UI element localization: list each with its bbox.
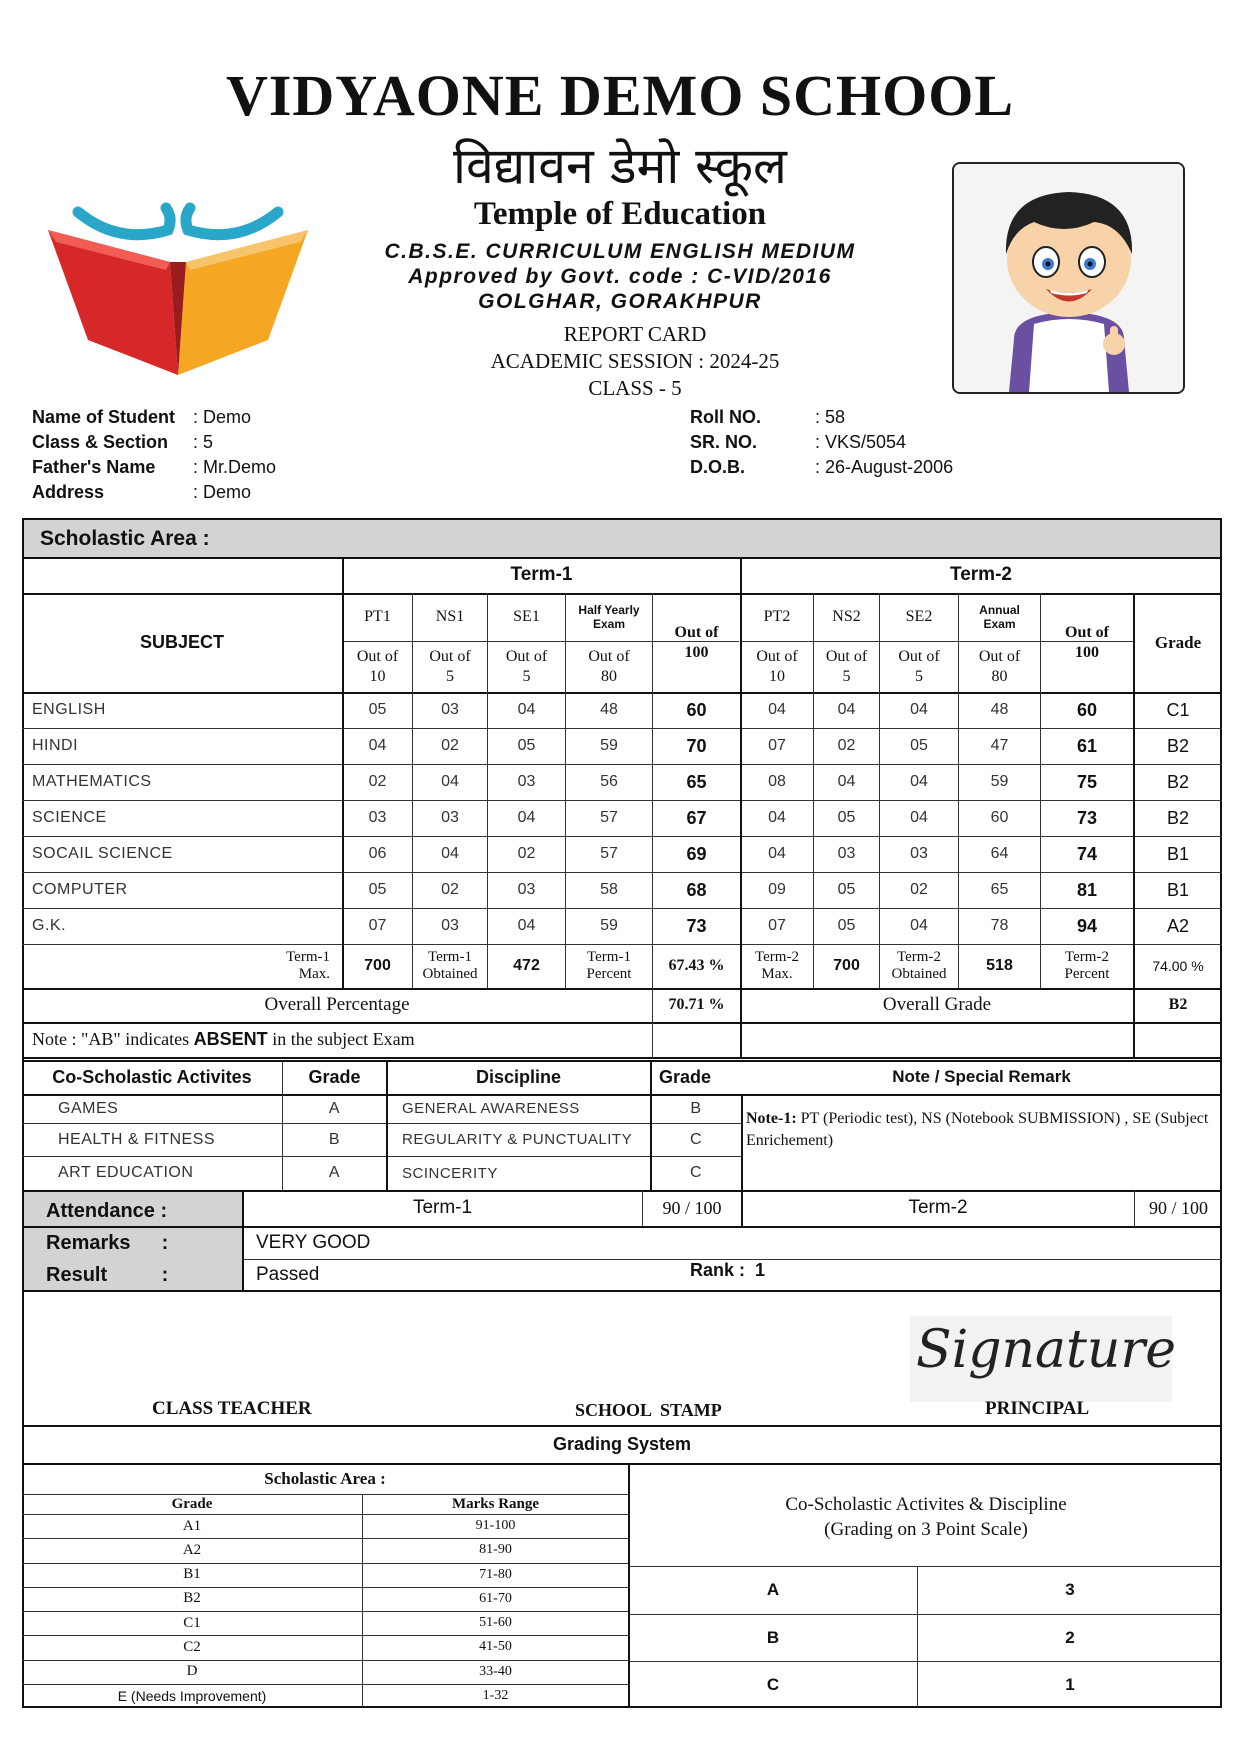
report-title: REPORT CARD	[563, 322, 707, 346]
mark-grade: B2	[1166, 771, 1190, 792]
discipline-grade-header: Grade	[659, 1066, 712, 1087]
subject-name: G.K.	[32, 917, 67, 934]
mark-ns2: 04	[837, 773, 856, 790]
subject-name: ENGLISH	[32, 701, 106, 718]
principal-signature	[910, 1316, 1177, 1402]
annual-max	[959, 641, 1040, 692]
result-colon: :	[161, 1263, 169, 1286]
annual-exam-header	[959, 593, 1040, 641]
mark-se1: 03	[517, 773, 536, 790]
special-remark-note	[746, 1108, 1216, 1152]
mark-annual: 48	[990, 701, 1009, 718]
mark-half: 59	[600, 737, 618, 754]
mark-ns1: 03	[441, 701, 459, 718]
out-of-label: Out of	[429, 647, 471, 665]
co-grade-letter: A	[766, 1580, 780, 1599]
mark-annual: 78	[990, 917, 1009, 934]
mark-ns1: 02	[441, 881, 459, 898]
term2-percent-label-line1: Term-2	[1065, 949, 1109, 965]
out-of-label: Out of	[356, 647, 399, 665]
co-activity-name: GAMES	[58, 1099, 119, 1117]
mark-pt1: 07	[368, 917, 387, 934]
grading-range: 33-40	[479, 1663, 512, 1679]
co-grade-letter: C	[766, 1674, 780, 1694]
max-value: 80	[991, 667, 1008, 685]
out-of-label: Out of	[898, 647, 940, 665]
grading-grade: C2	[183, 1638, 201, 1655]
mark-annual: 59	[990, 773, 1009, 790]
discipline-name: REGULARITY & PUNCTUALITY	[402, 1131, 633, 1148]
se2-header: SE2	[905, 608, 933, 625]
school-logo-book-icon	[48, 190, 308, 380]
school-motto: Temple of Education	[473, 196, 767, 232]
term1-obtained-label	[413, 944, 487, 988]
max-value: 5	[446, 667, 454, 685]
pt1-header: PT1	[364, 608, 391, 625]
mark-pt1: 05	[368, 701, 387, 718]
mark-ns1: 04	[441, 773, 459, 790]
term2-total-header-line2: 100	[1075, 643, 1099, 661]
mark-half: 57	[600, 845, 618, 862]
term2-obtained-label-line1: Term-2	[897, 949, 941, 965]
subject-name: MATHEMATICS	[32, 773, 152, 790]
school-name-hindi: विद्यावन डेमो स्कूल	[453, 137, 787, 195]
ns2-header: NS2	[832, 608, 861, 625]
overall-percentage-value: 70.71 %	[668, 996, 725, 1013]
school-name: VIDYAONE DEMO SCHOOL	[225, 63, 1015, 128]
special-remark-note-bold: Note-1:	[746, 1110, 797, 1127]
discipline-name: GENERAL AWARENESS	[402, 1100, 580, 1117]
half-yearly-max	[566, 641, 652, 692]
father-name-value: : Mr.Demo	[193, 457, 277, 477]
mark-grade: B1	[1166, 879, 1190, 900]
student-cartoon-icon	[954, 164, 1183, 392]
overall-grade-label: Overall Grade	[882, 994, 992, 1015]
term1-percent-label-line2: Percent	[586, 966, 632, 982]
special-remark-header: Note / Special Remark	[892, 1067, 1071, 1086]
mark-ns2: 04	[837, 701, 856, 718]
address-label: Address	[32, 482, 105, 502]
school-stamp-label: SCHOOL STAMP	[575, 1400, 722, 1420]
sr-no-value: : VKS/5054	[815, 432, 907, 452]
absent-note-suffix: in the subject Exam	[267, 1029, 415, 1049]
curriculum-line: C.B.S.E. CURRICULUM ENGLISH MEDIUM	[384, 240, 856, 263]
pt2-header: PT2	[763, 608, 791, 625]
mark-t2: 75	[1076, 771, 1098, 792]
class-teacher-label: CLASS TEACHER	[152, 1398, 312, 1419]
attendance-term1-label: Term-1	[412, 1197, 473, 1218]
grading-range: 81-90	[479, 1542, 512, 1558]
mark-t2: 73	[1076, 807, 1098, 828]
mark-se2: 05	[910, 737, 928, 754]
attendance-label: Attendance :	[46, 1199, 168, 1222]
mark-t2: 61	[1076, 735, 1098, 756]
mark-t1: 70	[686, 735, 707, 756]
term1-obtained-value: 472	[513, 957, 540, 974]
max-value: 80	[601, 667, 617, 685]
mark-t2: 74	[1076, 843, 1098, 864]
co-activity-grade: A	[328, 1164, 341, 1181]
student-name-label: Name of Student	[32, 407, 176, 427]
approval-line: Approved by Govt. code : C-VID/2016	[408, 265, 832, 288]
mark-ns1: 04	[441, 845, 459, 862]
term1-total-header-line1: Out of	[674, 623, 719, 641]
grading-grade: A2	[182, 1541, 202, 1558]
co-activity-grade: A	[328, 1099, 341, 1117]
max-value: 10	[769, 667, 785, 685]
max-value: 5	[522, 667, 531, 685]
grading-grade: E (Needs Improvement)	[117, 1687, 267, 1704]
mark-annual: 65	[990, 881, 1009, 898]
grading-range: 1-32	[482, 1687, 509, 1703]
co-activities-header: Co-Scholastic Activites	[52, 1066, 252, 1087]
mark-t1: 60	[686, 699, 707, 720]
term1-total-header-line2: 100	[684, 643, 709, 661]
max-value: 10	[369, 667, 386, 685]
mark-pt1: 02	[368, 773, 387, 790]
mark-t2: 81	[1076, 879, 1098, 900]
rank-field	[690, 1260, 765, 1281]
subject-name: COMPUTER	[32, 881, 128, 898]
mark-annual: 47	[990, 737, 1009, 754]
absent-note	[22, 1022, 1022, 1057]
discipline-grade: C	[689, 1164, 703, 1181]
out-of-label: Out of	[978, 647, 1021, 665]
term1-max-value: 700	[364, 957, 391, 974]
pt1-max	[343, 641, 412, 692]
term2-header: Term-2	[950, 564, 1012, 585]
out-of-label: Out of	[756, 647, 798, 665]
discipline-grade: C	[689, 1130, 703, 1148]
mark-ns1: 03	[441, 917, 459, 934]
signature-text: Signature	[916, 1320, 1177, 1380]
subject-name: SCIENCE	[32, 809, 107, 826]
mark-t2: 94	[1076, 915, 1098, 936]
term1-max-label	[22, 944, 332, 988]
subject-name: SOCAIL SCIENCE	[32, 845, 173, 862]
dob-value: : 26-August-2006	[815, 457, 954, 477]
half-yearly-header-line1: Half Yearly	[578, 603, 640, 617]
mark-pt1: 06	[368, 845, 387, 862]
mark-se2: 04	[910, 773, 928, 790]
grading-grade: A1	[182, 1517, 202, 1534]
mark-pt1: 03	[368, 809, 387, 826]
term1-obtained-label-line1: Term-1	[428, 949, 472, 965]
term1-max-label-line1: Term-1	[286, 949, 330, 965]
mark-annual: 64	[990, 845, 1009, 862]
remarks-colon: :	[161, 1231, 169, 1254]
mark-se1: 04	[517, 917, 536, 934]
mark-half: 56	[600, 773, 618, 790]
term2-obtained-value: 518	[986, 957, 1013, 974]
student-name-value: : Demo	[193, 407, 252, 427]
term1-obtained-label-line2: Obtained	[422, 966, 478, 982]
grading-grade: C1	[183, 1614, 201, 1631]
term2-total-header	[1041, 593, 1133, 692]
mark-ns2: 02	[837, 737, 856, 754]
max-value: 5	[915, 667, 923, 685]
subject-name: HINDI	[32, 737, 79, 754]
term2-max-label-line2: Max.	[761, 966, 793, 982]
sr-no-label: SR. NO.	[690, 432, 758, 452]
annual-header-line1: Annual	[979, 603, 1020, 617]
mark-pt2: 04	[768, 809, 786, 826]
mark-half: 57	[600, 809, 618, 826]
mark-se1: 04	[517, 809, 536, 826]
mark-ns2: 05	[837, 917, 856, 934]
remarks-label: Remarks	[46, 1231, 131, 1254]
term2-obtained-label	[880, 944, 958, 988]
mark-half: 58	[600, 881, 618, 898]
term2-max-value: 700	[833, 957, 860, 974]
remarks-value: VERY GOOD	[256, 1232, 371, 1253]
grading-grade: B2	[183, 1590, 201, 1607]
result-value: Passed	[256, 1264, 320, 1285]
grading-range: 41-50	[479, 1639, 512, 1655]
co-activity-name: HEALTH & FITNESS	[58, 1130, 216, 1148]
co-grade-letter: B	[766, 1627, 780, 1647]
mark-se2: 04	[910, 809, 928, 826]
mark-pt2: 08	[768, 773, 786, 790]
discipline-header: Discipline	[475, 1066, 562, 1087]
se2-max	[880, 641, 958, 692]
co-grading-title-line1: Co-Scholastic Activites & Discipline	[785, 1494, 1067, 1515]
co-activity-grade: B	[328, 1130, 341, 1148]
grading-range: 91-100	[475, 1518, 516, 1534]
grading-range: 71-80	[479, 1566, 512, 1582]
class-section-label: Class & Section	[32, 432, 169, 452]
mark-grade: B2	[1166, 807, 1190, 828]
mark-se2: 04	[910, 917, 928, 934]
pt2-max	[741, 641, 813, 692]
co-activity-name: ART EDUCATION	[58, 1164, 194, 1181]
mark-se1: 05	[517, 737, 536, 754]
scholastic-area-title: Scholastic Area :	[40, 526, 210, 550]
term1-header: Term-1	[510, 564, 573, 585]
mark-pt2: 04	[768, 845, 786, 862]
discipline-grade: B	[690, 1099, 702, 1117]
term2-max-label-line1: Term-2	[755, 949, 799, 965]
mark-t1: 67	[686, 807, 707, 828]
mark-t1: 73	[686, 915, 707, 936]
special-remark-note-text: PT (Periodic test), NS (Notebook SUBMISSION) , SE (Subject Enrichement)	[746, 1110, 1209, 1149]
term1-percent-label	[566, 944, 652, 988]
principal-label: PRINCIPAL	[985, 1398, 1090, 1419]
mark-grade: A2	[1166, 915, 1190, 936]
result-label: Result	[46, 1263, 108, 1286]
mark-grade: C1	[1166, 699, 1190, 720]
mark-pt2: 07	[768, 917, 786, 934]
mark-t1: 65	[686, 771, 707, 792]
ns1-header: NS1	[435, 608, 465, 625]
term2-percent-label	[1041, 944, 1133, 988]
dob-label: D.O.B.	[690, 457, 746, 477]
mark-ns1: 02	[441, 737, 459, 754]
rank-value: : 1	[739, 1260, 766, 1280]
roll-no-label: Roll NO.	[690, 407, 761, 427]
mark-ns1: 03	[441, 809, 459, 826]
mark-pt2: 04	[768, 701, 786, 718]
rank-label: Rank	[690, 1260, 735, 1280]
attendance-term2-label: Term-2	[908, 1197, 968, 1218]
term1-percent-label-line1: Term-1	[587, 949, 631, 965]
se1-header: SE1	[513, 608, 540, 625]
co-grading-title-line2: (Grading on 3 Point Scale)	[824, 1519, 1028, 1540]
mark-half: 48	[600, 701, 618, 718]
mark-t1: 69	[686, 843, 707, 864]
term2-obtained-label-line2: Obtained	[891, 966, 947, 982]
mark-ns2: 05	[837, 809, 856, 826]
grading-scholastic-title: Scholastic Area :	[264, 1469, 386, 1488]
discipline-name: SCINCERITY	[402, 1164, 498, 1182]
mark-se1: 04	[517, 701, 536, 718]
subject-column-header: SUBJECT	[139, 632, 224, 652]
max-value: 5	[842, 667, 851, 685]
student-photo	[952, 162, 1185, 394]
roll-no-value: : 58	[815, 407, 846, 427]
absent-note-prefix: Note : "AB" indicates	[32, 1029, 194, 1049]
mark-se1: 03	[517, 881, 536, 898]
grading-range-header: Marks Range	[451, 1495, 540, 1512]
mark-annual: 60	[990, 809, 1009, 826]
term1-percent-value: 67.43 %	[668, 957, 725, 974]
location-line: GOLGHAR, GORAKHPUR	[478, 290, 762, 313]
mark-ns2: 03	[837, 845, 856, 862]
half-yearly-header-line2: Exam	[592, 617, 626, 631]
term2-max-label	[741, 944, 813, 988]
class-line: CLASS - 5	[588, 376, 682, 400]
mark-t2: 60	[1076, 699, 1098, 720]
overall-percentage-label: Overall Percentage	[264, 994, 410, 1015]
absent-note-bold: ABSENT	[193, 1029, 268, 1049]
se1-max	[488, 641, 565, 692]
mark-grade: B2	[1166, 735, 1190, 756]
father-name-label: Father's Name	[32, 457, 156, 477]
co-grade-points: 2	[1065, 1627, 1075, 1647]
mark-half: 59	[600, 917, 618, 934]
mark-se1: 02	[517, 845, 536, 862]
grading-grade-header: Grade	[171, 1495, 213, 1512]
grade-column-header: Grade	[1154, 632, 1202, 652]
grading-system-title: Grading System	[552, 1433, 692, 1454]
class-section-value: : 5	[193, 432, 214, 452]
overall-grade-value: B2	[1168, 996, 1188, 1013]
address-value: : Demo	[193, 482, 252, 502]
mark-ns2: 05	[837, 881, 856, 898]
attendance-term2-value: 90 / 100	[1148, 1197, 1208, 1218]
ns1-max	[413, 641, 487, 692]
term1-total-header	[653, 593, 740, 692]
co-grade-header: Grade	[308, 1066, 361, 1087]
mark-se2: 04	[910, 701, 928, 718]
term2-total-header-line1: Out of	[1065, 623, 1109, 641]
mark-t1: 68	[686, 879, 707, 900]
out-of-label: Out of	[588, 647, 630, 665]
grading-range: 61-70	[479, 1590, 512, 1606]
mark-pt1: 04	[368, 737, 387, 754]
attendance-term1-value: 90 / 100	[662, 1197, 722, 1218]
ns2-max	[814, 641, 879, 692]
co-grading-title	[630, 1487, 1222, 1547]
mark-pt1: 05	[368, 881, 387, 898]
grading-grade: B1	[183, 1566, 201, 1583]
co-grade-points: 1	[1065, 1674, 1075, 1694]
half-yearly-header	[566, 593, 652, 641]
mark-pt2: 09	[768, 881, 786, 898]
out-of-label: Out of	[505, 647, 548, 665]
grading-grade: D	[186, 1663, 198, 1680]
session-line: ACADEMIC SESSION : 2024-25	[490, 349, 780, 373]
grading-range: 51-60	[479, 1615, 512, 1631]
mark-grade: B1	[1166, 843, 1190, 864]
mark-se2: 03	[910, 845, 928, 862]
mark-pt2: 07	[768, 737, 786, 754]
out-of-label: Out of	[825, 647, 868, 665]
term2-percent-label-line2: Percent	[1064, 966, 1110, 982]
term2-percent-value: 74.00 %	[1152, 958, 1204, 974]
annual-header-line2: Exam	[983, 617, 1016, 631]
co-grade-points: 3	[1065, 1580, 1075, 1599]
mark-se2: 02	[910, 881, 928, 898]
term1-max-label-line2: Max.	[298, 966, 330, 982]
